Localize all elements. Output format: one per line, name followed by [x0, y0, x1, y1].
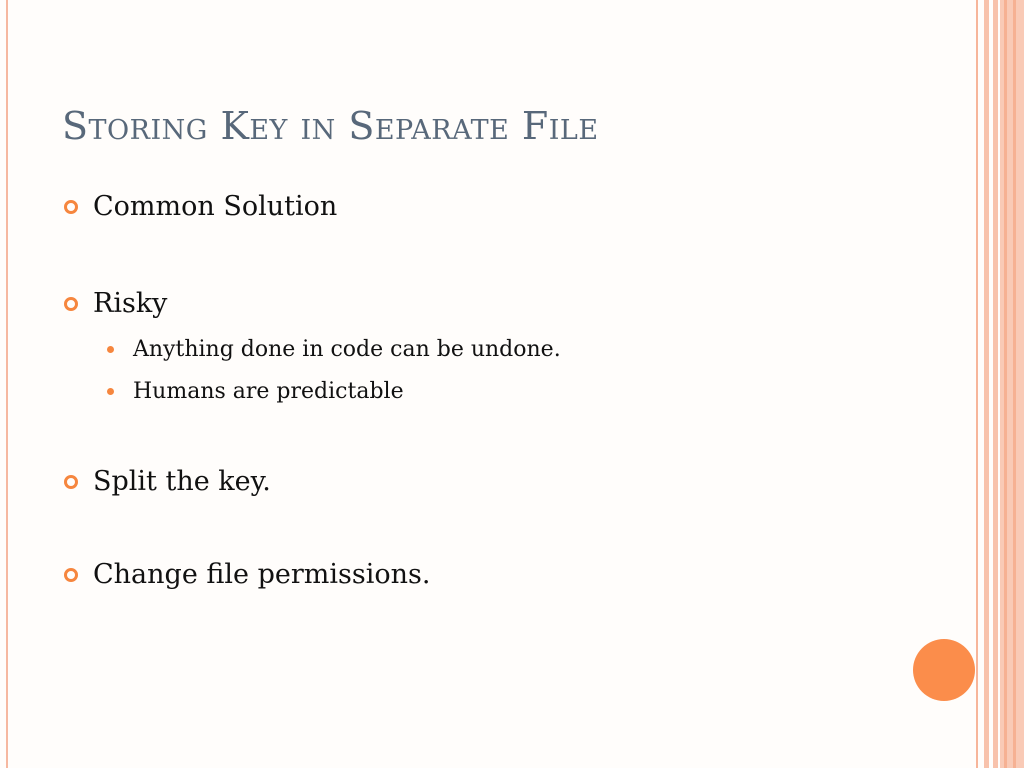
bullet-list — [64, 182, 884, 600]
ring-bullet-icon — [64, 297, 78, 311]
decorative-circle — [913, 639, 975, 701]
left-border-line — [6, 0, 8, 768]
sub-bullet-item — [64, 329, 884, 371]
ring-bullet-icon — [64, 568, 78, 582]
ring-bullet-icon — [64, 200, 78, 214]
right-stripe — [1013, 0, 1016, 768]
sub-bullet-text: Humans are predictable — [133, 379, 404, 404]
bullet-item — [64, 550, 884, 600]
right-stripe — [1004, 0, 1007, 768]
bullet-text: Risky — [93, 288, 168, 319]
bullet-text: Split the key. — [93, 466, 271, 497]
right-stripe — [993, 0, 998, 768]
ring-bullet-icon — [64, 475, 78, 489]
bullet-item — [64, 279, 884, 329]
dot-bullet-icon — [107, 346, 114, 353]
right-stripe — [984, 0, 989, 768]
slide-title: Storing Key in Separate File — [62, 104, 599, 148]
dot-bullet-icon — [107, 388, 114, 395]
sub-bullet-item — [64, 371, 884, 413]
bullet-item — [64, 457, 884, 507]
bullet-item — [64, 182, 884, 232]
bullet-text: Change file permissions. — [93, 559, 431, 590]
right-stripe — [976, 0, 978, 768]
sub-bullet-text: Anything done in code can be undone. — [133, 337, 561, 362]
bullet-text: Common Solution — [93, 191, 338, 222]
